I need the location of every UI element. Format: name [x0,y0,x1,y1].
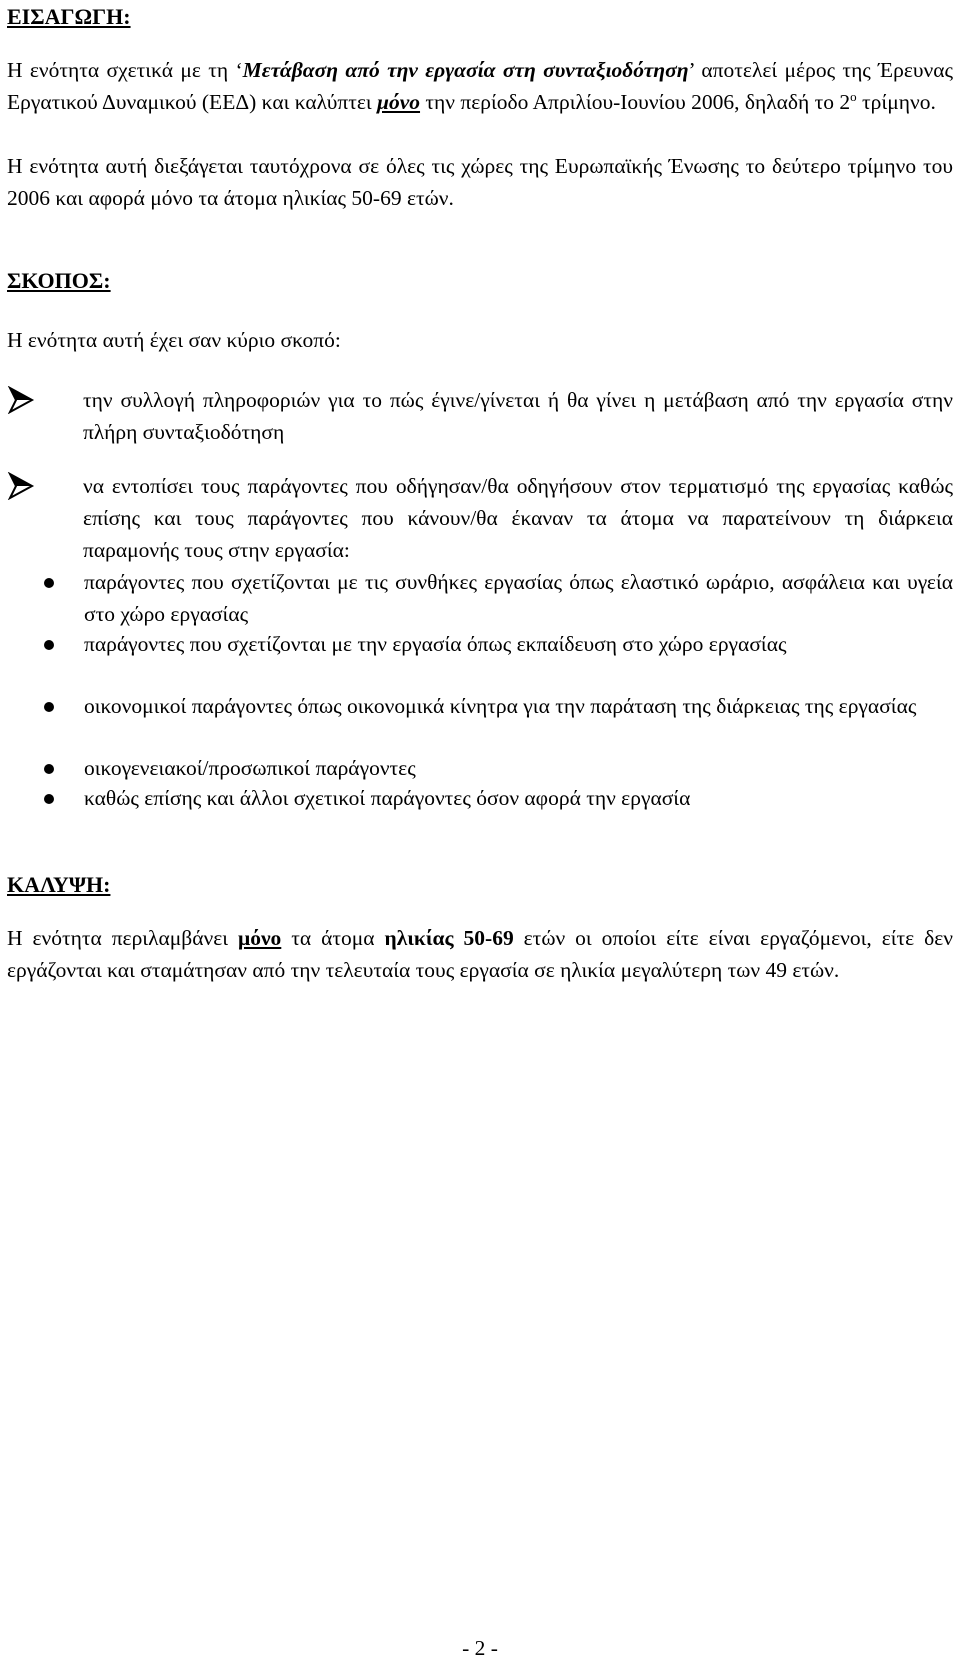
arrow-list-item [7,384,953,448]
bullet-dot-icon [44,794,54,804]
bullet-item-text: καθώς επίσης και άλλοι σχετικοί παράγοντες όσον αφορά την εργασία [84,786,691,810]
bullet-item-text: οικονομικοί παράγοντες όπως οικονομικά κίνητρα για την παράταση της διάρκειας της εργασίας [84,694,917,718]
bullet-item-text: παράγοντες που σχετίζονται με την εργασία όπως εκπαίδευση στο χώρο εργασίας [84,632,787,656]
emphasis-only: μόνο [238,926,282,950]
intro-paragraph-1 [7,54,953,118]
age-range-bold: ηλικίας 50-69 [384,926,514,950]
coverage-paragraph [7,922,953,986]
coverage-text: Η ενότητα περιλαμβάνει [7,926,238,950]
module-title: Μετάβαση από την εργασία στη συνταξιοδότηση [242,58,689,82]
purpose-heading: ΣΚΟΠΟΣ: [7,268,111,293]
bullet-list-item [84,782,953,814]
bullet-dot-icon [44,578,54,588]
arrowhead-bullet-icon [7,472,35,500]
intro-paragraph-2: Η ενότητα αυτή διεξάγεται ταυτόχρονα σε όλες τις χώρες της Ευρωπαϊκής Ένωσης το δεύτερο τρίμηνο του 2006 και αφορά μόνο τα άτομα ηλικίας 50-69 ετών. [7,154,953,210]
bullet-dot-icon [44,640,54,650]
arrow-item-text: την συλλογή πληροφοριών για το πώς έγινε/γίνεται ή θα γίνει η μετάβαση από την εργασία στην πλήρη συνταξιοδότηση [83,388,953,444]
intro-heading: ΕΙΣΑΓΩΓΗ: [7,4,131,29]
bullet-list-item [84,566,953,630]
intro-text: ’ αποτελεί μέρος της Έρευνας Εργατικού Δυναμικού (ΕΕΔ) και καλύπτει [7,58,953,114]
bullet-item-text: οικογενειακοί/προσωπικοί παράγοντες [84,756,416,780]
arrow-item-text: να εντοπίσει τους παράγοντες που οδήγησαν/θα οδηγήσουν στον τερματισμό της εργασίας καθώς επίσης και τους παράγοντες που κάνουν/θα έκαναν τα άτομα να παρατείνουν τη διάρκεια παραμονής τους στην εργασία: [83,474,953,562]
ordinal-superscript: ο [850,88,857,104]
intro-text: την περίοδο Απριλίου-Ιουνίου 2006, δηλαδή το 2 [420,90,851,114]
bullet-list-item [84,752,953,784]
intro-text: Η ενότητα σχετικά με τη ‘ [7,58,243,82]
bullet-list-item [84,690,953,722]
coverage-text: ετών οι οποίοι είτε είναι εργαζόμενοι, είτε δεν εργάζονται και σταμάτησαν από την τελευταία τους εργασία σε ηλικία μεγαλύτερη των 49 ετών. [7,926,953,982]
bullet-item-text: παράγοντες που σχετίζονται με τις συνθήκες εργασίας όπως ελαστικό ωράριο, ασφάλεια και υγεία στο χώρο εργασίας [84,570,953,626]
page-number: - 2 - [462,1636,498,1660]
arrowhead-bullet-icon [7,386,35,414]
purpose-lead: Η ενότητα αυτή έχει σαν κύριο σκοπό: [7,328,341,352]
coverage-text: τα άτομα [281,926,385,950]
intro-text: τρίμηνο. [856,90,936,114]
emphasis-only: μόνο [377,90,421,114]
bullet-dot-icon [44,764,54,774]
bullet-dot-icon [44,702,54,712]
arrow-list-item [7,470,953,566]
bullet-list-item [84,628,953,660]
coverage-heading: ΚΑΛΥΨΗ: [7,872,111,897]
